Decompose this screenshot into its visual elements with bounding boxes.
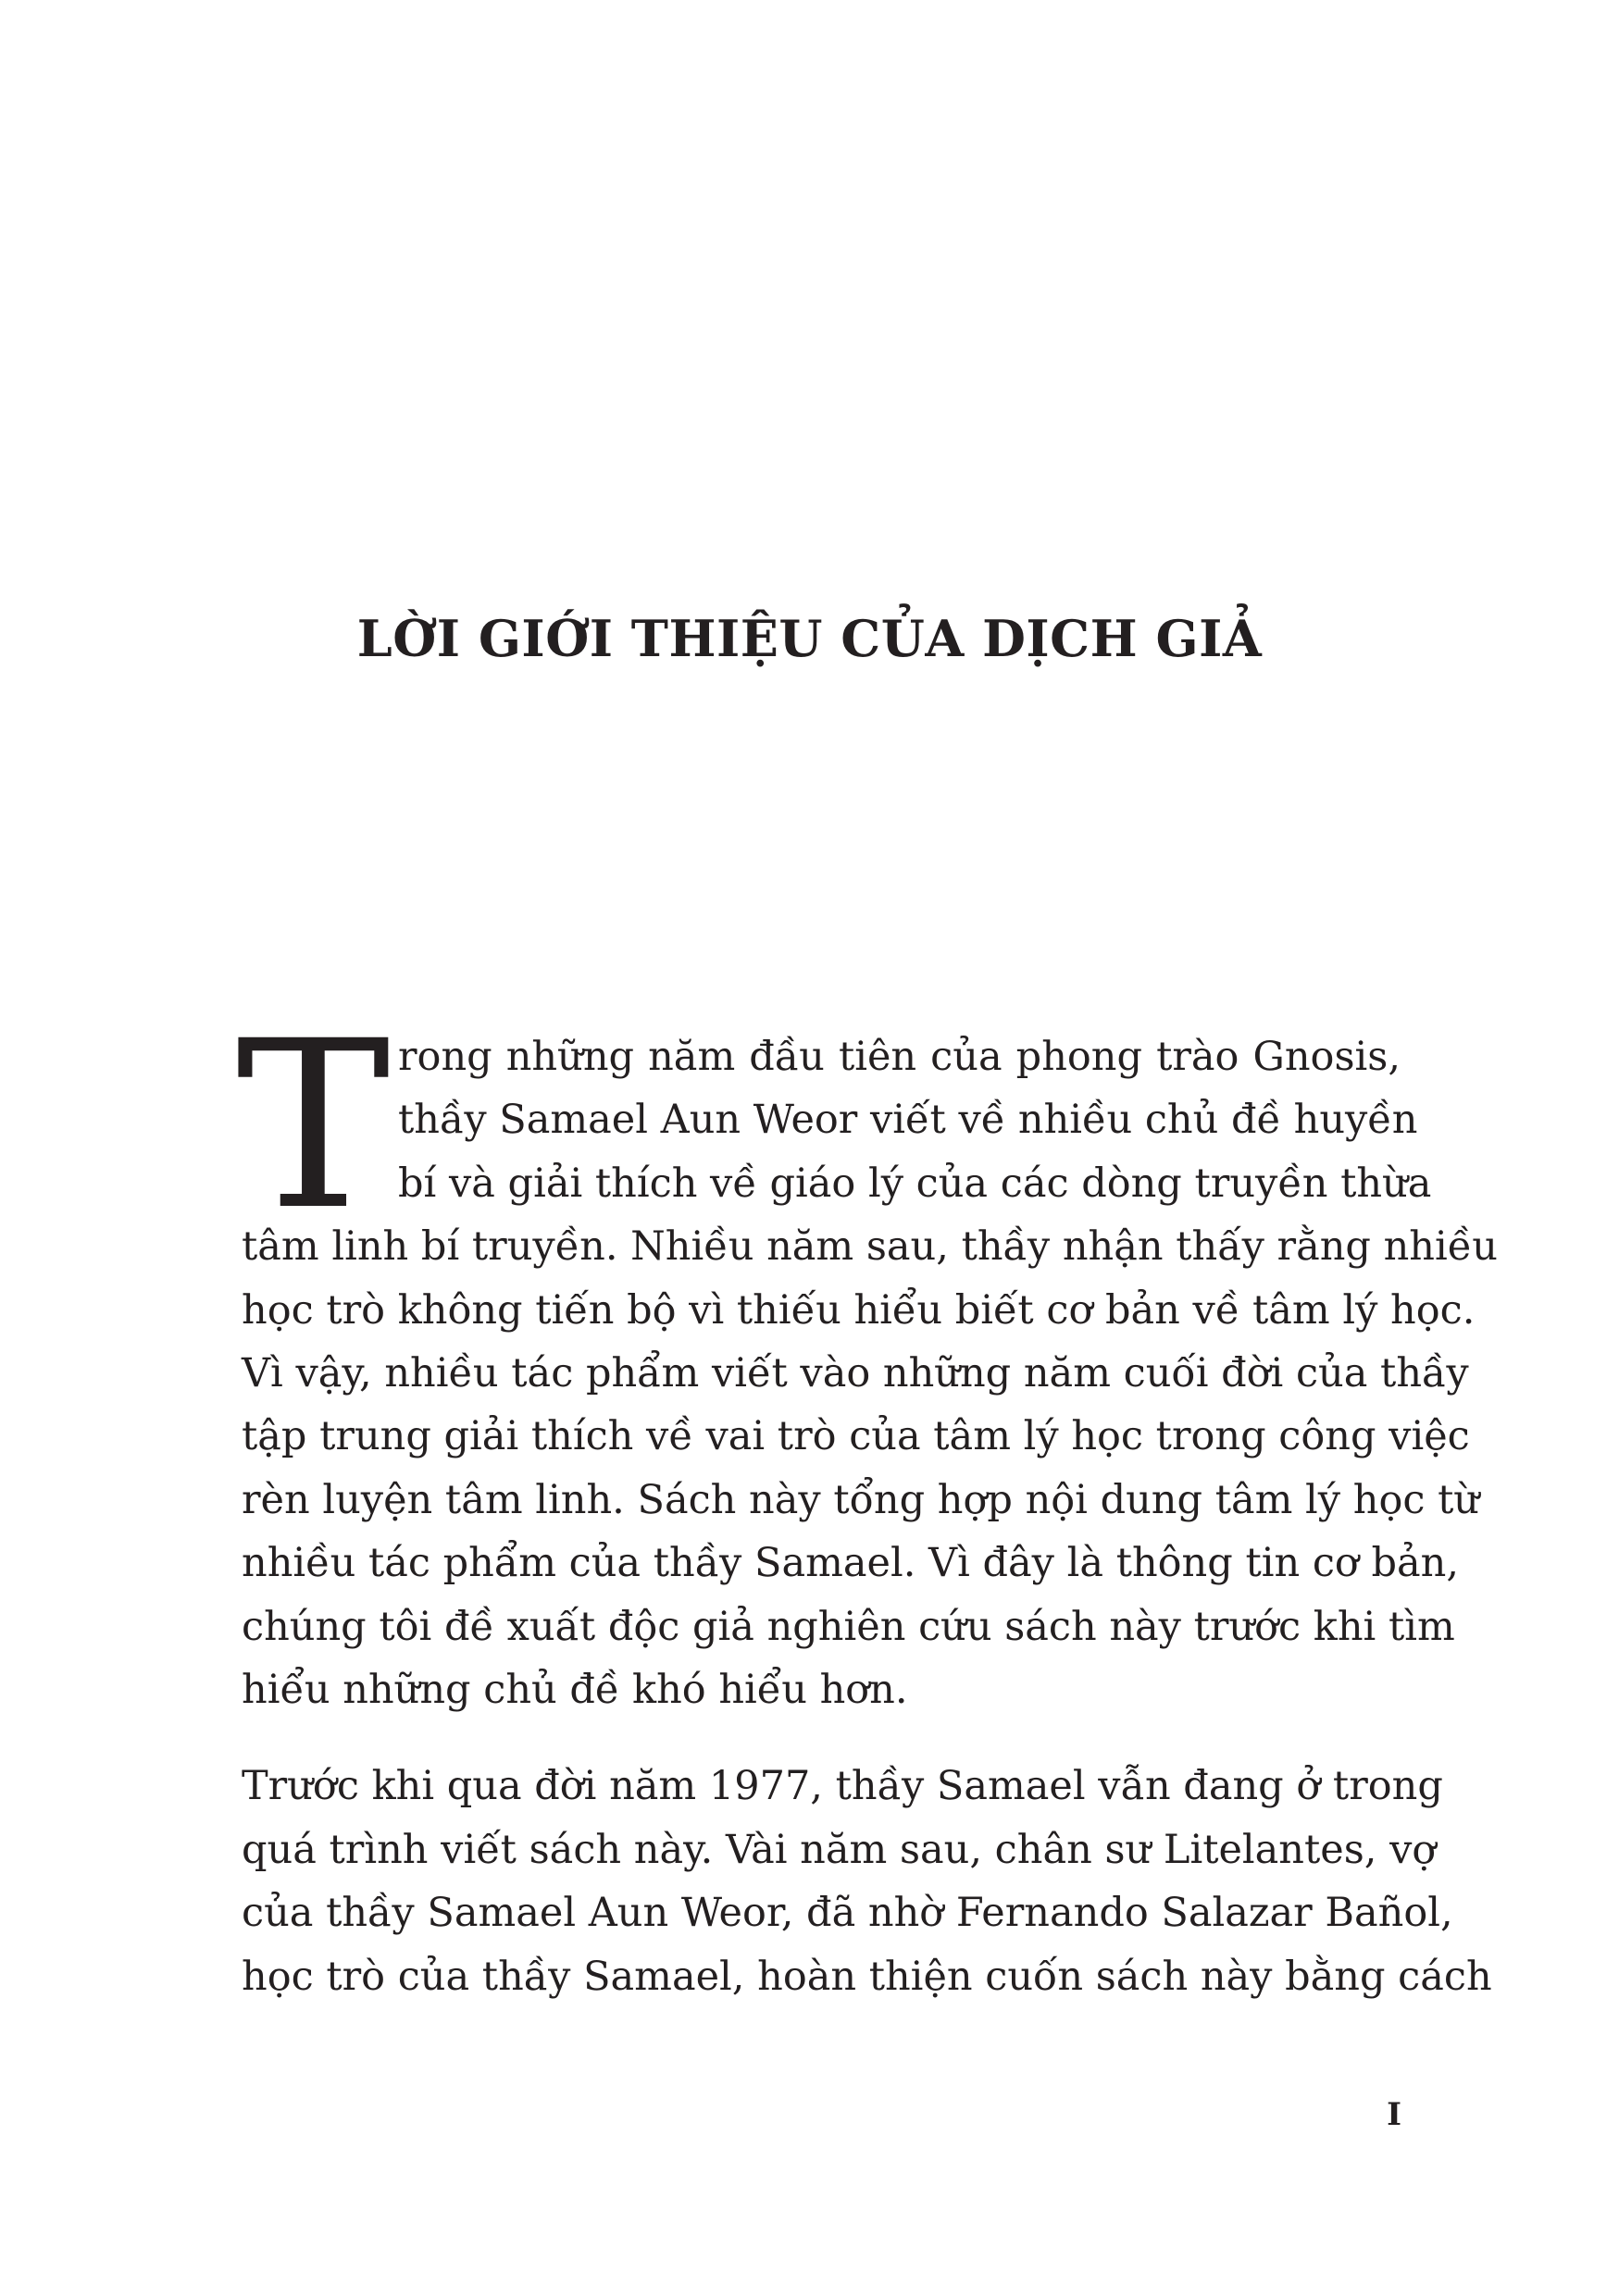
paragraph-line: Trước khi qua đời năm 1977, thầy Samael vẫn đang ở trong [242, 1763, 1443, 1810]
body-text [236, 991, 1498, 2008]
drop-cap: T [236, 991, 391, 1260]
paragraph-line: hiểu những chủ đề khó hiểu hơn. [242, 1667, 908, 1714]
paragraph-line: tập trung giải thích về vai trò của tâm lý học trong công việc [242, 1413, 1470, 1460]
paragraph-line: nhiều tác phẩm của thầy Samael. Vì đây là thông tin cơ bản, [242, 1540, 1460, 1587]
paragraph-line: rong những năm đầu tiên của phong trào Gnosis, [398, 1034, 1401, 1080]
paragraph-line: quá trình viết sách này. Vài năm sau, chân sư Litelantes, vợ [242, 1826, 1437, 1873]
paragraph-line: học trò không tiến bộ vì thiếu hiểu biết cơ bản về tâm lý học. [242, 1286, 1476, 1334]
page-number: I [1387, 2096, 1401, 2133]
chapter-title: LỜI GIỚI THIỆU CỦA DỊCH GIẢ [356, 609, 1263, 668]
paragraph-line: chúng tôi đề xuất độc giả nghiên cứu sách này trước khi tìm [242, 1603, 1455, 1650]
paragraph-line: của thầy Samael Aun Weor, đã nhờ Fernando Salazar Bañol, [242, 1890, 1453, 1937]
paragraph-line: bí và giải thích về giáo lý của các dòng truyền thừa [398, 1160, 1432, 1207]
paragraph-line: rèn luyện tâm linh. Sách này tổng hợp nội dung tâm lý học từ [242, 1476, 1480, 1523]
paragraph-1 [236, 991, 1498, 1721]
paragraph-2 [242, 1755, 1492, 2008]
paragraph-line: tâm linh bí truyền. Nhiều năm sau, thầy nhận thấy rằng nhiều [242, 1223, 1498, 1271]
paragraph-line: thầy Samael Aun Weor viết về nhiều chủ đề huyền [398, 1097, 1418, 1144]
paragraph-line: học trò của thầy Samael, hoàn thiện cuốn sách này bằng cách [242, 1953, 1492, 2000]
paragraph-line: Vì vậy, nhiều tác phẩm viết vào những năm cuối đời của thầy [242, 1350, 1469, 1397]
